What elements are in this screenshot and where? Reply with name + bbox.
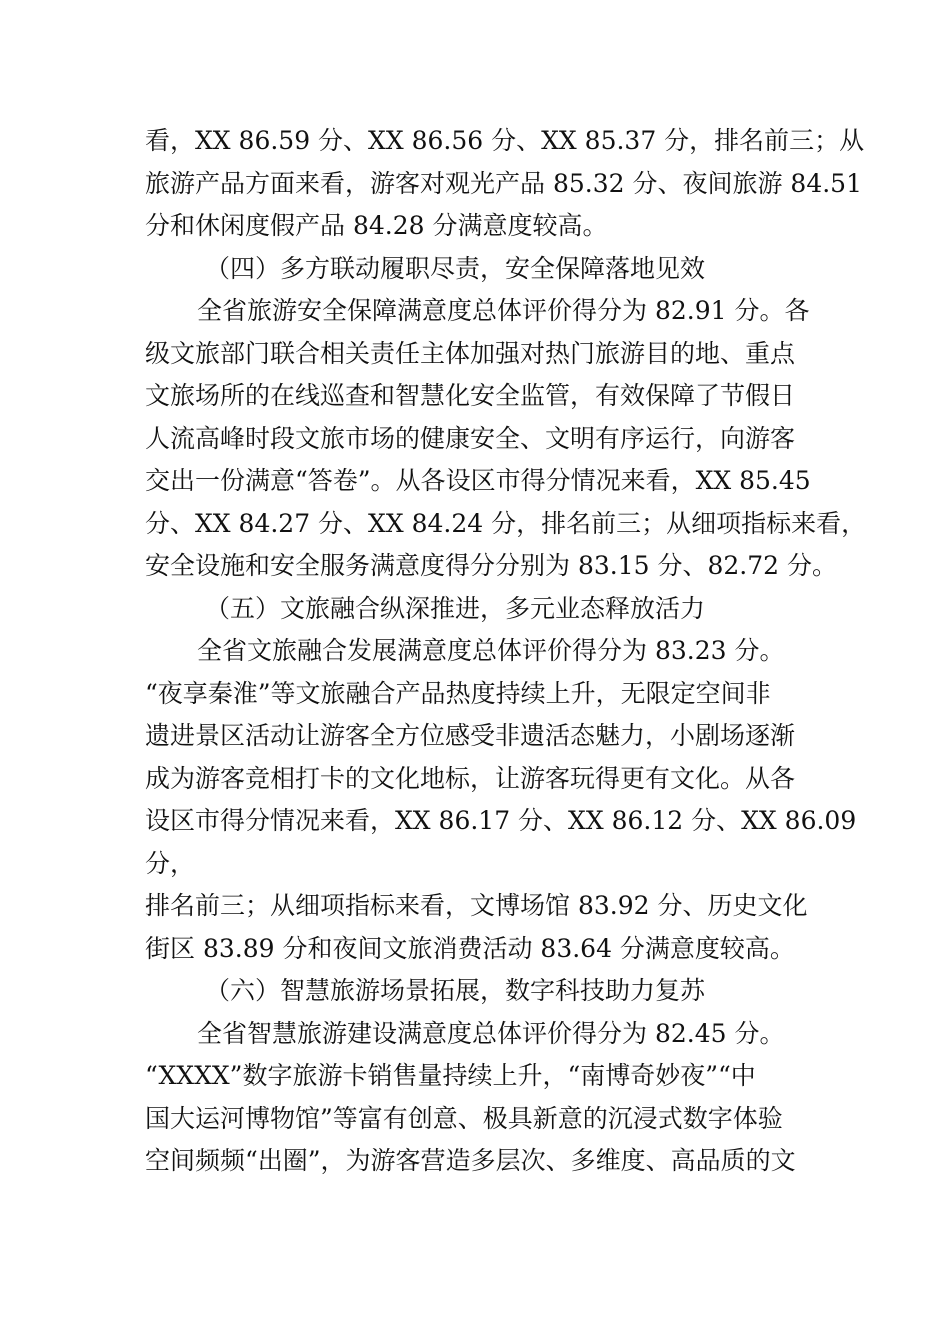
paragraph-first-line: 全省智慧旅游建设满意度总体评价得分为 82.45 分。 bbox=[197, 1018, 785, 1048]
text-line: 分、XX 84.27 分、XX 84.24 分，排名前三；从细项指标来看， bbox=[145, 508, 867, 538]
text-line: 文旅场所的在线巡查和智慧化安全监管，有效保障了节假日 bbox=[145, 381, 796, 410]
text-line: 街区 83.89 分和夜间文旅消费活动 83.64 分满意度较高。 bbox=[145, 933, 795, 963]
text-line: 排名前三；从细项指标来看，文博场馆 83.92 分、历史文化 bbox=[145, 891, 808, 920]
text-line: 人流高峰时段文旅市场的健康安全、文明有序运行，向游客 bbox=[145, 423, 796, 453]
section-heading-4: （四）多方联动履职尽责，安全保障落地见效 bbox=[205, 253, 706, 283]
text-line: 设区市得分情况来看，XX 86.17 分、XX 86.12 分、XX 86.09 bbox=[145, 806, 857, 835]
text-line: 级文旅部门联合相关责任主体加强对热门旅游目的地、重点 bbox=[145, 338, 796, 368]
text-line: 分和休闲度假产品 84.28 分满意度较高。 bbox=[145, 211, 608, 240]
text-line: 交出一份满意“答卷”。从各设区市得分情况来看，XX 85.45 bbox=[145, 466, 811, 495]
text-line: 成为游客竞相打卡的文化地标，让游客玩得更有文化。从各 bbox=[145, 763, 796, 793]
text-line: “夜享秦淮”等文旅融合产品热度持续上升，无限定空间非 bbox=[145, 678, 771, 708]
paragraph-first-line: 全省旅游安全保障满意度总体评价得分为 82.91 分。各 bbox=[197, 296, 810, 325]
section-heading-5: （五）文旅融合纵深推进，多元业态释放活力 bbox=[205, 593, 706, 623]
text-line: 遗进景区活动让游客全方位感受非遗活态魅力，小剧场逐渐 bbox=[145, 721, 796, 750]
paragraph-first-line: 全省文旅融合发展满意度总体评价得分为 83.23 分。 bbox=[197, 636, 785, 665]
text-line: 分， bbox=[145, 848, 196, 878]
text-line: 旅游产品方面来看，游客对观光产品 85.32 分、夜间旅游 84.51 bbox=[145, 168, 862, 198]
text-line: 安全设施和安全服务满意度得分分别为 83.15 分、82.72 分。 bbox=[145, 551, 837, 580]
section-heading-6: （六）智慧旅游场景拓展，数字科技助力复苏 bbox=[205, 976, 706, 1005]
text-line: 国大运河博物馆”等富有创意、极具新意的沉浸式数字体验 bbox=[145, 1103, 783, 1133]
text-line: “XXXX”数字旅游卡销售量持续上升，“南博奇妙夜”“中 bbox=[145, 1061, 756, 1090]
document-body bbox=[145, 120, 867, 1183]
text-line: 看，XX 86.59 分、XX 86.56 分、XX 85.37 分，排名前三；从 bbox=[145, 126, 865, 155]
text-line: 空间频频“出圈”，为游客营造多层次、多维度、高品质的文 bbox=[145, 1146, 796, 1175]
